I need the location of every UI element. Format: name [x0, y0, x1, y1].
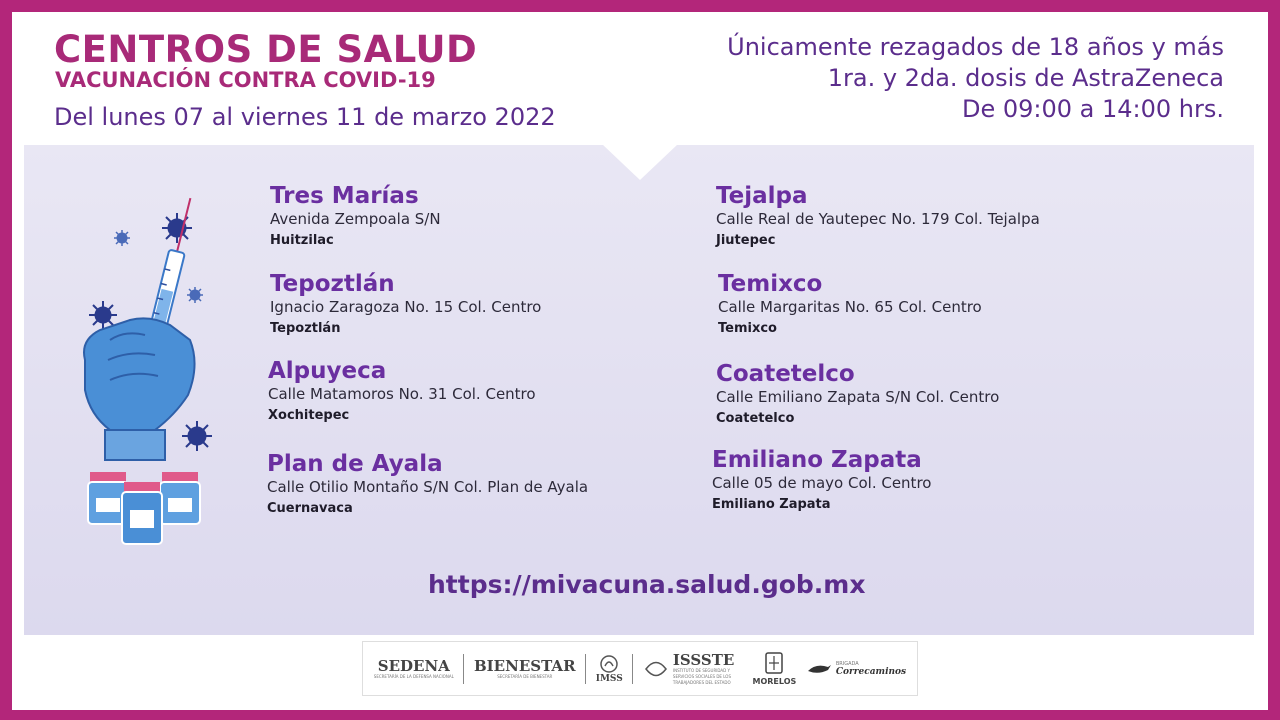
center-name: Tres Marías	[270, 183, 419, 209]
logo-divider	[585, 654, 586, 684]
sedena-logo	[374, 658, 454, 680]
bienestar-logo-text: BIENESTAR	[473, 656, 576, 675]
sedena-logo-subtext: SECRETARÍA DE LA DEFENSA NACIONAL	[373, 673, 454, 679]
issste-emblem-icon	[643, 658, 669, 680]
center-municipality: Huitzilac	[270, 233, 334, 248]
imss-logo-text: IMSS	[595, 673, 623, 684]
logo-divider	[632, 654, 633, 684]
center-item	[716, 183, 1040, 253]
center-name: Temixco	[718, 271, 823, 297]
sedena-logo-text: SEDENA	[377, 656, 450, 675]
center-municipality: Jiutepec	[716, 233, 776, 248]
center-item	[270, 271, 541, 341]
eligibility-dose: 1ra. y 2da. dosis de AstraZeneca	[827, 64, 1224, 92]
center-address: Calle Emiliano Zapata S/N Col. Centro	[716, 388, 1000, 406]
bienestar-logo-subtext: SECRETARÍA DE BIENESTAR	[497, 673, 553, 679]
page-title: CENTROS DE SALUD	[54, 28, 478, 71]
center-municipality: Tepoztlán	[270, 321, 341, 336]
center-address: Ignacio Zaragoza No. 15 Col. Centro	[270, 298, 542, 316]
issste-logo	[643, 652, 743, 686]
center-item	[267, 451, 588, 521]
center-item	[712, 447, 931, 517]
center-name: Tejalpa	[716, 183, 808, 209]
date-range: Del lunes 07 al viernes 11 de marzo 2022	[54, 103, 556, 131]
center-name: Coatetelco	[716, 361, 855, 387]
center-item	[718, 271, 982, 341]
page-subtitle: VACUNACIÓN CONTRA COVID-19	[55, 68, 436, 92]
panel-notch	[602, 144, 678, 180]
vaccine-illustration	[70, 190, 230, 560]
gloved-hand-icon	[84, 318, 195, 460]
roadrunner-icon	[806, 661, 832, 677]
registration-url-link[interactable]: https://mivacuna.salud.gob.mx	[428, 570, 866, 599]
logo-bar	[362, 641, 918, 696]
center-item	[268, 358, 536, 428]
morelos-logo	[753, 651, 797, 686]
center-address: Calle Margaritas No. 65 Col. Centro	[718, 298, 982, 316]
logo-divider	[463, 654, 464, 684]
imss-emblem-icon	[599, 654, 619, 674]
vaccine-vial-icon	[88, 472, 200, 544]
center-address: Avenida Zempoala S/N	[270, 210, 441, 228]
brigada-logo	[806, 661, 906, 677]
center-municipality: Xochitepec	[268, 408, 350, 423]
center-address: Calle Real de Yautepec No. 179 Col. Tejalpa	[716, 210, 1040, 228]
center-municipality: Cuernavaca	[267, 501, 353, 516]
eligibility-info	[727, 32, 1224, 125]
center-item	[716, 361, 999, 431]
center-address: Calle 05 de mayo Col. Centro	[712, 474, 932, 492]
morelos-logo-text: MORELOS	[752, 677, 797, 686]
center-municipality: Emiliano Zapata	[712, 497, 831, 512]
eligibility-hours: De 09:00 a 14:00 hrs.	[961, 95, 1224, 123]
center-address: Calle Otilio Montaño S/N Col. Plan de Ayala	[267, 478, 589, 496]
center-item	[270, 183, 441, 253]
center-name: Alpuyeca	[268, 358, 387, 384]
issste-logo-subtext: INSTITUTO DE SEGURIDAD Y SERVICIOS SOCIALES DE LOS TRABAJADORES DEL ESTADO	[672, 667, 731, 685]
bienestar-logo	[474, 658, 576, 680]
center-municipality: Temixco	[718, 321, 777, 336]
morelos-shield-icon	[763, 651, 785, 677]
eligibility-age: Únicamente rezagados de 18 años y más	[727, 33, 1224, 61]
issste-logo-text: ISSSTE	[672, 650, 735, 669]
center-name: Plan de Ayala	[267, 451, 443, 477]
center-municipality: Coatetelco	[716, 411, 795, 426]
brigada-logo-subtext: BRIGADA	[835, 660, 859, 667]
brigada-logo-text: Correcaminos	[835, 666, 907, 677]
imss-logo	[596, 654, 623, 684]
center-name: Emiliano Zapata	[712, 447, 922, 473]
center-name: Tepoztlán	[270, 271, 395, 297]
center-address: Calle Matamoros No. 31 Col. Centro	[268, 385, 536, 403]
